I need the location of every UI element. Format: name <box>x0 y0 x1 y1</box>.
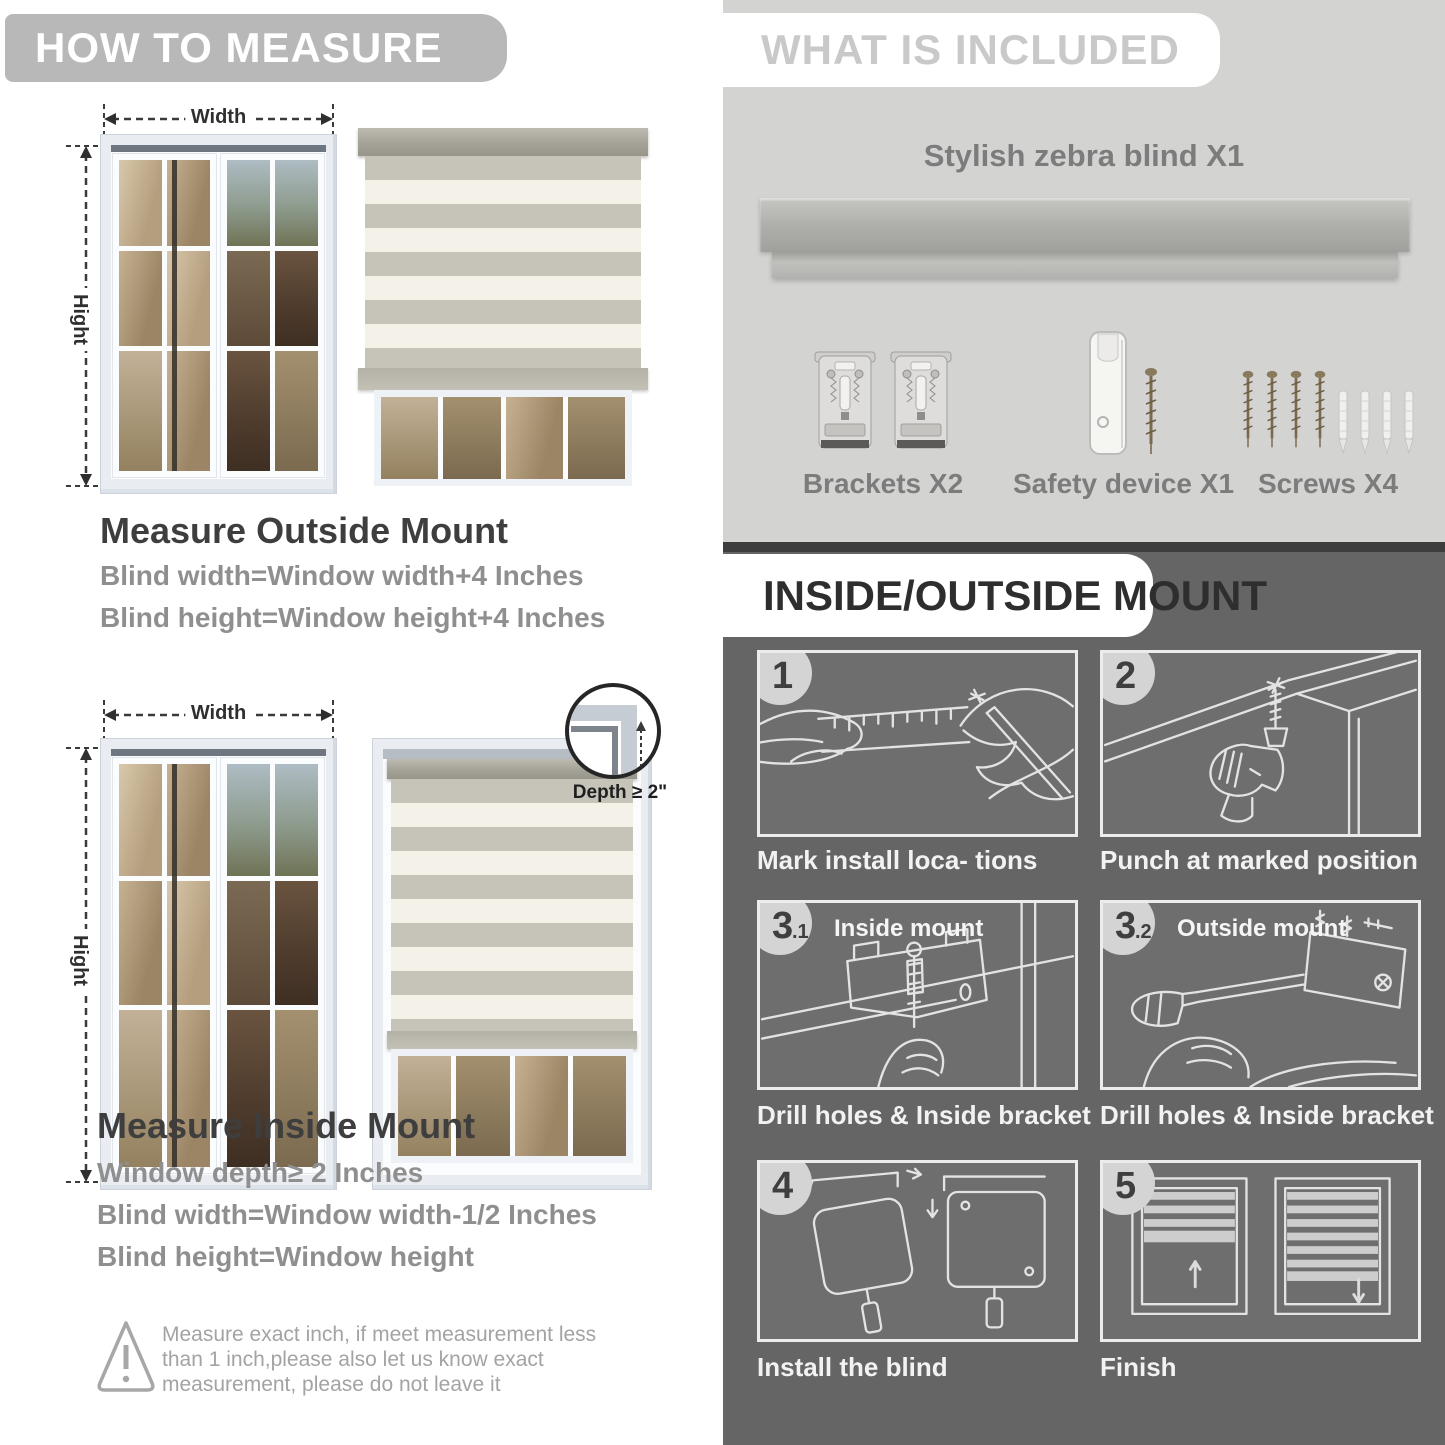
window-below-blind <box>374 390 632 486</box>
height-label-inside: Hight <box>68 929 91 992</box>
safety-device-icon <box>1086 330 1130 458</box>
safety-device-label: Safety device X1 <box>1013 468 1235 499</box>
headrail-product-image <box>760 198 1410 252</box>
zebra-blind-outside <box>358 126 648 492</box>
bracket-icon <box>889 346 953 458</box>
step-number: 3 <box>772 905 794 947</box>
blind-bottomrail <box>358 368 648 390</box>
step-number: 1 <box>772 655 794 697</box>
step-number: 4 <box>772 1165 794 1207</box>
included-safety-device <box>1013 330 1233 500</box>
window-opening <box>111 145 326 479</box>
wall-anchor-icon <box>1358 386 1372 458</box>
step-5-tile <box>1100 1160 1421 1342</box>
step-subnumber: .1 <box>792 921 809 943</box>
inside-mount-line1: Window depth≥ 2 Inches <box>97 1157 424 1188</box>
blind-fabric <box>365 156 641 368</box>
screw-icon <box>1264 362 1280 458</box>
what-is-included-title: WHAT IS INCLUDED <box>761 26 1180 73</box>
screws-label: Screws X4 <box>1257 468 1399 499</box>
screw-anchor-icons <box>1223 330 1433 458</box>
window-sash-left <box>113 154 216 477</box>
screw-icon <box>1288 362 1304 458</box>
step-3-1-caption: Drill holes & Inside bracket <box>757 1100 1091 1130</box>
mount-instructions-panel <box>723 552 1445 1445</box>
step-2-tile <box>1100 650 1421 837</box>
brackets-label: Brackets X2 <box>802 468 964 499</box>
step-4-tile <box>757 1160 1078 1342</box>
screw-icon <box>1240 362 1256 458</box>
step-3-1-tile <box>757 900 1078 1090</box>
section-divider <box>723 542 1445 552</box>
drainpipe-reflection <box>172 160 177 471</box>
wall-anchor-icon <box>1402 386 1416 458</box>
mount-header <box>723 554 1268 637</box>
outside-mount-heading: Measure Outside Mount <box>100 510 509 551</box>
included-screws <box>1223 330 1433 500</box>
included-brackets <box>763 330 1003 500</box>
step-3-2-tile <box>1100 900 1421 1090</box>
mount-title: INSIDE/OUTSIDE MOUNT <box>763 572 1268 619</box>
bracket-icon <box>813 346 877 458</box>
screw-icon <box>1312 362 1328 458</box>
bracket-icons <box>763 330 1003 458</box>
step-subnumber: .2 <box>1135 921 1152 943</box>
step-2-caption: Punch at marked position <box>1100 845 1418 875</box>
wall-anchor-icon <box>1336 386 1350 458</box>
warning-line1: Measure exact inch, if meet measurement less <box>162 1323 597 1346</box>
window-lintel <box>111 145 326 152</box>
how-to-measure-header <box>5 14 507 82</box>
step-number: 3 <box>1115 905 1137 947</box>
step-number: 2 <box>1115 655 1137 697</box>
inside-mount-heading: Measure Inside Mount <box>97 1105 476 1146</box>
warning-line2: than 1 inch,please also let us know exact <box>162 1348 544 1371</box>
blind-headrail <box>358 128 648 156</box>
height-label-outside: Hight <box>68 288 91 351</box>
step-5-caption: Finish <box>1100 1352 1177 1382</box>
inside-mount-line2: Blind width=Window width-1/2 Inches <box>97 1199 597 1230</box>
step-3-1-label: Inside mount <box>834 915 984 942</box>
warning-text <box>162 1322 596 1397</box>
what-is-included-panel <box>723 0 1445 542</box>
step-1-tile <box>757 650 1078 837</box>
how-to-measure-title: HOW TO MEASURE <box>35 24 443 71</box>
depth-magnifier <box>565 683 661 779</box>
what-is-included-header <box>723 13 1220 87</box>
window-sashes <box>113 154 324 477</box>
outside-mount-line1: Blind width=Window width+4 Inches <box>100 560 584 591</box>
safety-device-icons <box>1013 330 1233 458</box>
window-sash-right <box>221 154 324 477</box>
window-photo-outside <box>100 134 337 494</box>
screw-icon <box>1142 366 1160 458</box>
outside-mount-line2: Blind height=Window height+4 Inches <box>100 602 606 633</box>
zebra-blind-count-label: Stylish zebra blind X1 <box>923 138 1245 173</box>
depth-requirement-label: Depth ≥ 2" <box>572 782 668 803</box>
width-label-inside: Width <box>185 702 252 725</box>
step-3-2-label: Outside mount <box>1177 915 1347 942</box>
window-lintel <box>111 749 326 756</box>
blind-bottomrail <box>387 1031 637 1049</box>
warning-triangle-icon <box>95 1315 157 1397</box>
width-arrow-inside <box>100 700 337 742</box>
blind-fabric <box>391 779 633 1031</box>
step-1-caption: Mark install loca- tions <box>757 845 1038 875</box>
step-4-caption: Install the blind <box>757 1352 948 1382</box>
step-3-2-caption: Drill holes & Inside bracket <box>1100 1100 1434 1130</box>
inside-mount-line3: Blind height=Window height <box>97 1241 474 1272</box>
warning-line3: measurement, please do not leave it <box>162 1373 501 1396</box>
width-label-outside: Width <box>185 106 252 129</box>
wall-anchor-icon <box>1380 386 1394 458</box>
step-number: 5 <box>1115 1165 1137 1207</box>
headrail-fabric-roll <box>772 252 1398 278</box>
